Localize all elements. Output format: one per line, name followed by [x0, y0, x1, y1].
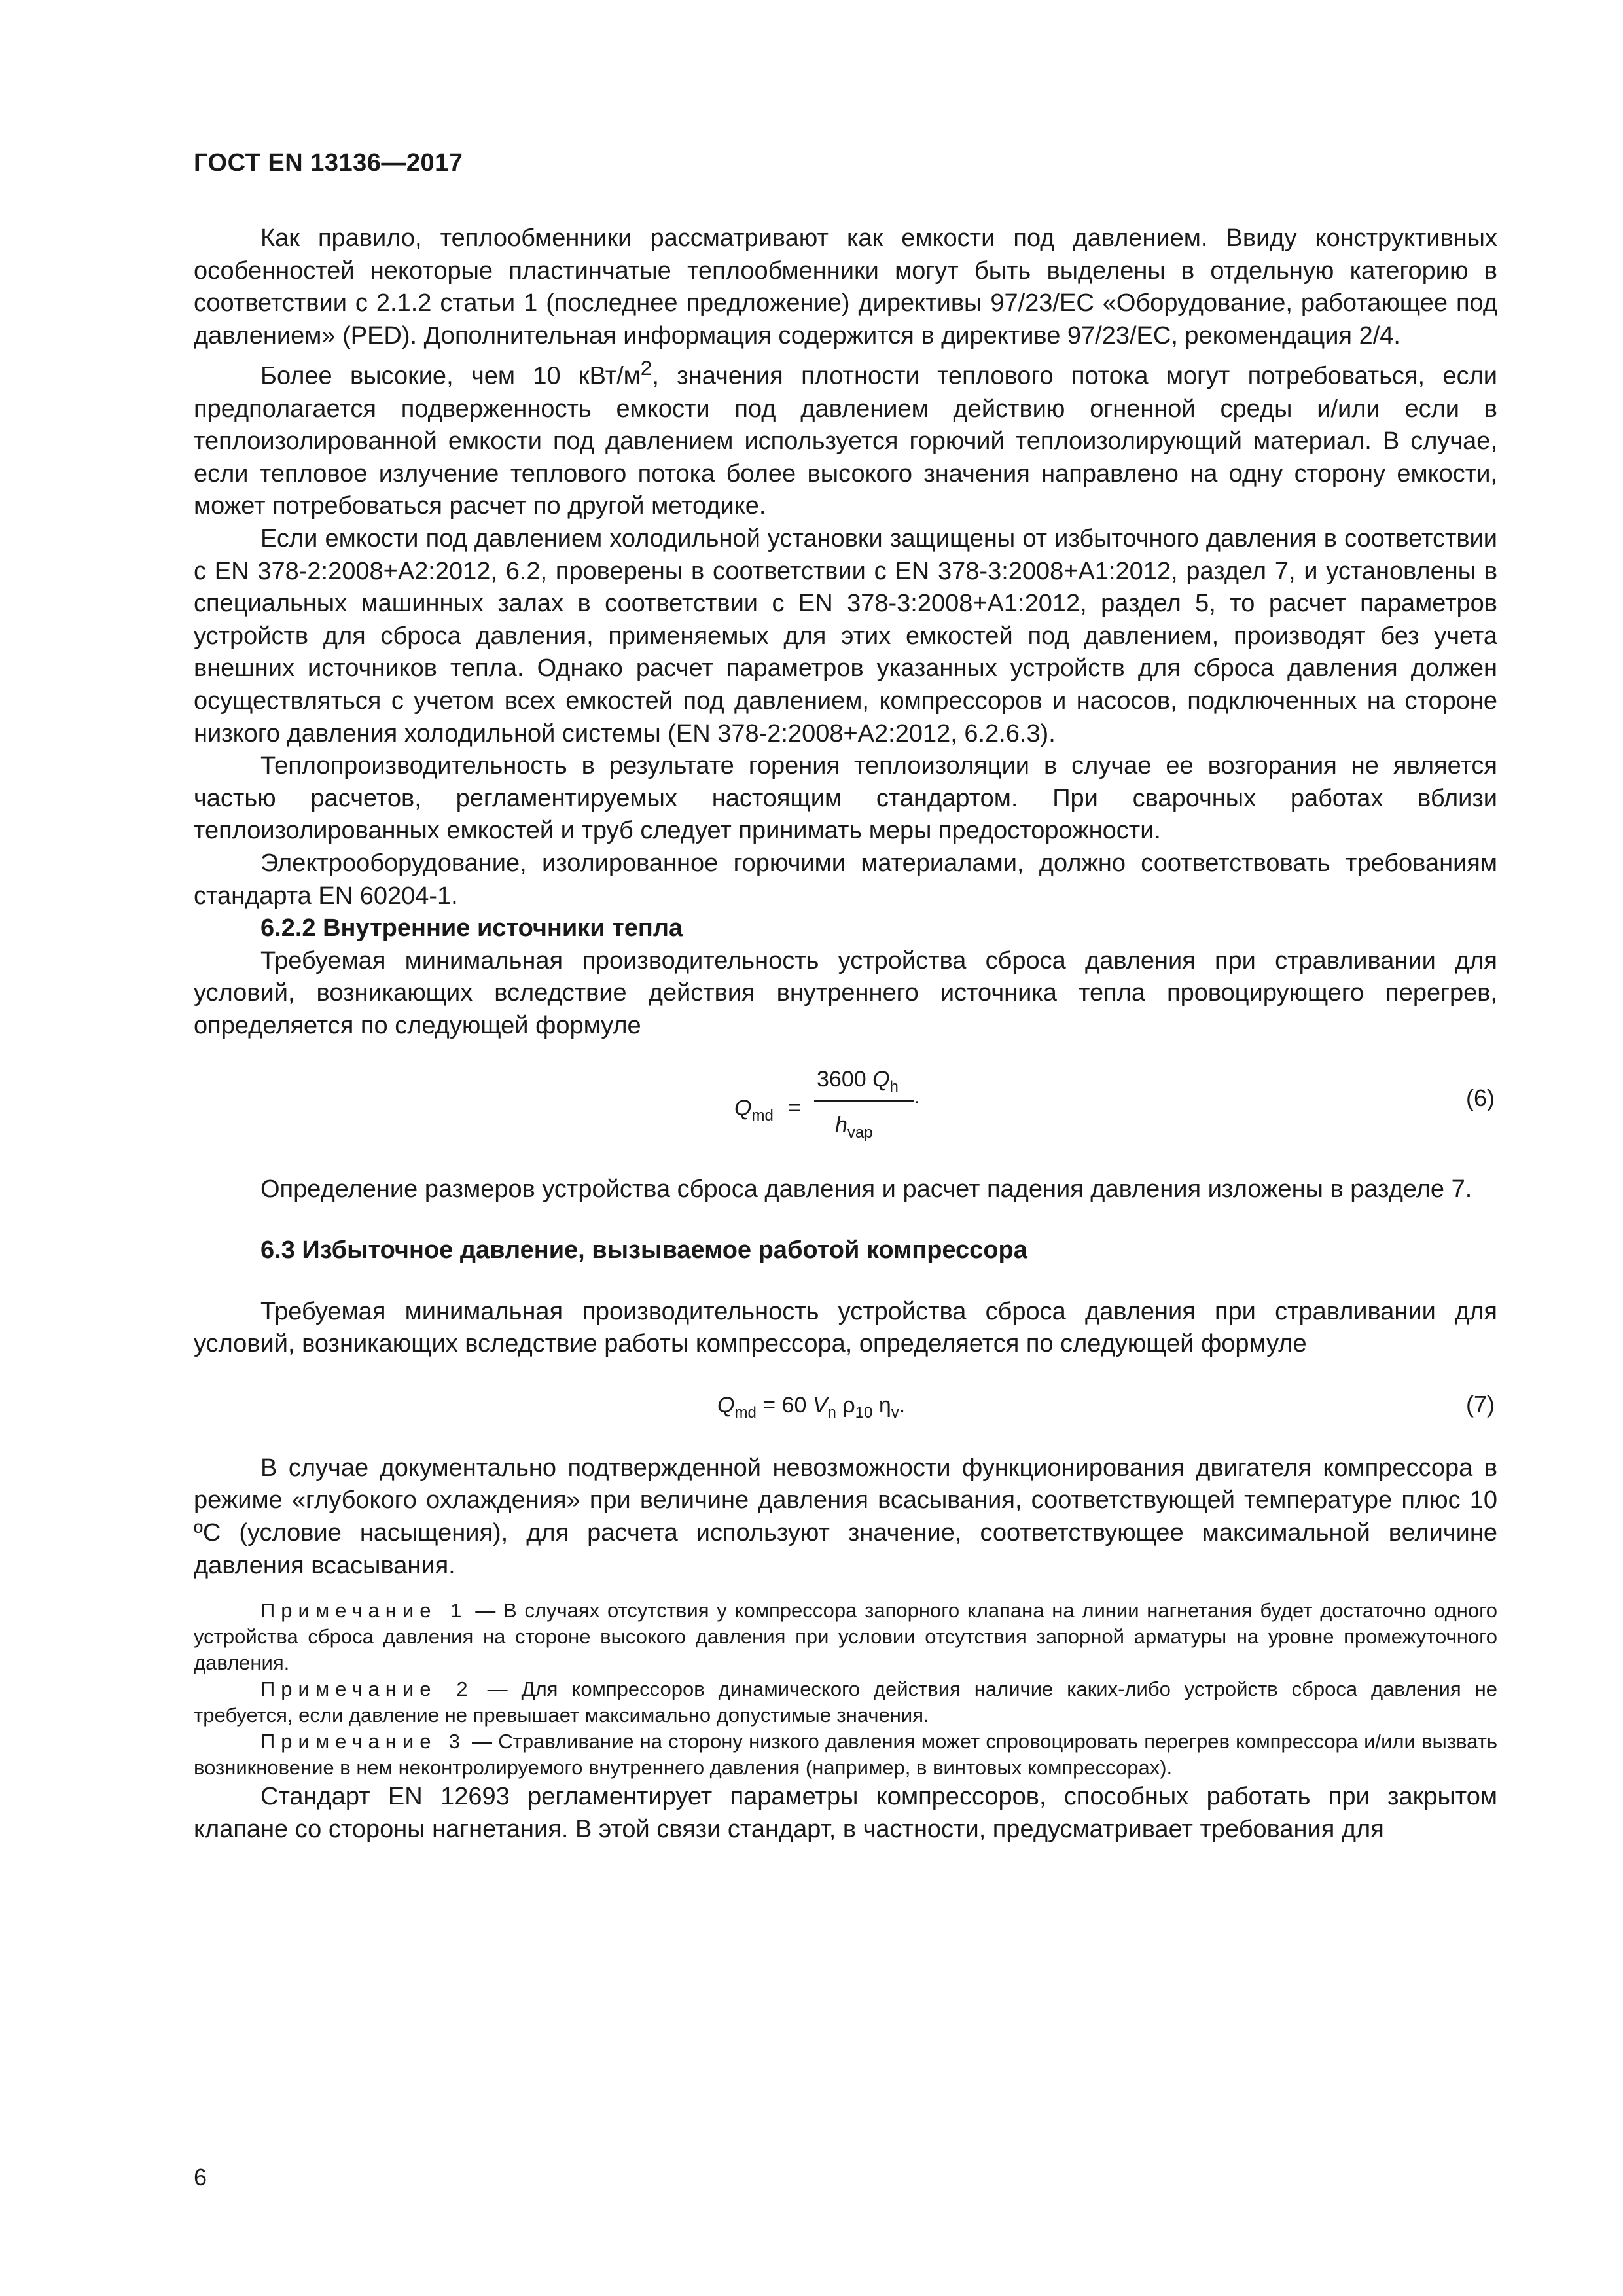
note-text: — Для компрессоров динамического действия наличие каких-либо устройств сброса давления не требуется, если давление не превышает максимально допустимые значения.	[194, 1677, 1497, 1727]
paragraph: Определение размеров устройства сброса давления и расчет падения давления изложены в разделе 7.	[260, 1175, 1472, 1203]
superscript: 2	[640, 356, 652, 380]
formula-lhs: $Q_{md}$	[734, 1095, 774, 1124]
formula-numerator: 3600 $Q_h$	[817, 1066, 899, 1096]
formula-period: .	[914, 1083, 920, 1109]
page-content	[194, 223, 1497, 1846]
formula-denominator: $h_{vap}$	[835, 1112, 873, 1141]
paragraph: Как правило, теплообменники рассматривают как емкости под давлением. Ввиду конструктивных особенностей некоторые пластинчатые теплообменники могут быть выделены в отдельную категорию в соответствии с 2.1.2 статьи 1 (последнее предложение) директивы 97/23/EC «Оборудование, работающее под давлением» (PED). Дополнительная информация содержится в директиве 97/23/EC, рекомендация 2/4.	[194, 224, 1497, 350]
note-label: Примечание 3	[260, 1730, 466, 1753]
paragraph: Требуемая минимальная производительность устройства сброса давления при стравливании для условий, возникающих вследствие действия внутреннего источника тепла провоцирующего перегрев, определяется по следующей формуле	[194, 946, 1497, 1039]
fraction-bar	[814, 1100, 914, 1102]
document-header: ГОСТ EN 13136—2017	[194, 149, 463, 177]
note-label: Примечание 2	[260, 1677, 474, 1701]
paragraph: Теплопроизводительность в результате горения теплоизоляции в случае ее возгорания не является частью расчетов, регламентируемых настоящим стандартом. При сварочных работах вблизи теплоизолированных емкостей и труб следует принимать меры предосторожности.	[194, 752, 1497, 845]
paragraph: Электрооборудование, изолированное горючими материалами, должно соответствовать требованиям стандарта EN 60204-1.	[194, 849, 1497, 910]
note-text: — Стравливание на сторону низкого давления может спровоцировать перегрев компрессора и/или вызвать возникновение в нем неконтролируемого внутреннего давления (например, в винтовых компрессорах).	[194, 1730, 1497, 1780]
equation-number: (7)	[1466, 1390, 1495, 1418]
note-1	[194, 1598, 1497, 1676]
text-run: , значения плотности теплового потока могут потребоваться, если предполагается подверженность емкости под давлением действию огненной среды и/или если в теплоизолированной емкости под давлением используется горючий теплоизолирующий материал. В случае, если тепловое излучение теплового потока более высокого значения направлено на одну сторону емкости, может потребоваться расчет по другой методике.	[194, 363, 1497, 520]
note-text: — В случаях отсутствия у компрессора запорного клапана на линии нагнетания будет достаточно одного устройства сброса давления на стороне высокого давления при условии отсутствия запорной арматуры на уровне промежуточного давления.	[194, 1599, 1497, 1675]
paragraph-heat-flux	[194, 352, 1497, 523]
paragraph: Если емкости под давлением холодильной установки защищены от избыточного давления в соответствии с EN 378-2:2008+A2:2012, 6.2, проверены в соответствии с EN 378-3:2008+A1:2012, раздел 7, и установлены в специальных машинных залах в соответствии с EN 378-3:2008+A1:2012, раздел 5, то расчет параметров устройств для сброса давления, применяемых для этих емкостей под давлением, производят без учета внешних источников тепла. Однако расчет параметров указанных устройств для сброса давления должен осуществляться с учетом всех емкостей под давлением, компрессоров и насосов, подключенных на стороне низкого давления холодильной системы (EN 378-2:2008+A2:2012, 6.2.6.3).	[194, 525, 1497, 747]
note-2	[194, 1676, 1497, 1729]
formula-7	[194, 1386, 1497, 1425]
note-label: Примечание 1	[260, 1599, 468, 1623]
formula-equals: =	[788, 1095, 801, 1121]
formula-expression: $Q_{md} = 60$ $V_n$ $\rho_{10}$ $\eta_v$.	[717, 1392, 906, 1422]
paragraph: Стандарт EN 12693 регламентирует параметры компрессоров, способных работать при закрытом клапане со стороны нагнетания. В этой связи стандарт, в частности, предусматривает требования для	[194, 1783, 1497, 1843]
paragraph: Требуемая минимальная производительность устройства сброса давления при стравливании для условий, возникающих вследствие работы компрессора, определяется по следующей формуле	[194, 1297, 1497, 1358]
page-number: 6	[194, 2164, 207, 2191]
formula-6	[194, 1062, 1497, 1147]
equation-number: (6)	[1466, 1084, 1495, 1111]
text-run: Более высокие, чем 10 кВт/м	[260, 363, 641, 391]
paragraph: В случае документально подтвержденной невозможности функционирования двигателя компрессора в режиме «глубокого охлаждения» при величине давления всасывания, соответствующей температуре плюс 10 ºC (условие насыщения), для расчета используют значение, соответствующее максимальной величине давления всасывания.	[194, 1454, 1497, 1579]
section-heading-6-3: 6.3 Избыточное давление, вызываемое работой компрессора	[260, 1236, 1027, 1265]
section-heading-6-2-2: 6.2.2 Внутренние источники тепла	[260, 914, 683, 942]
note-3	[194, 1729, 1497, 1781]
